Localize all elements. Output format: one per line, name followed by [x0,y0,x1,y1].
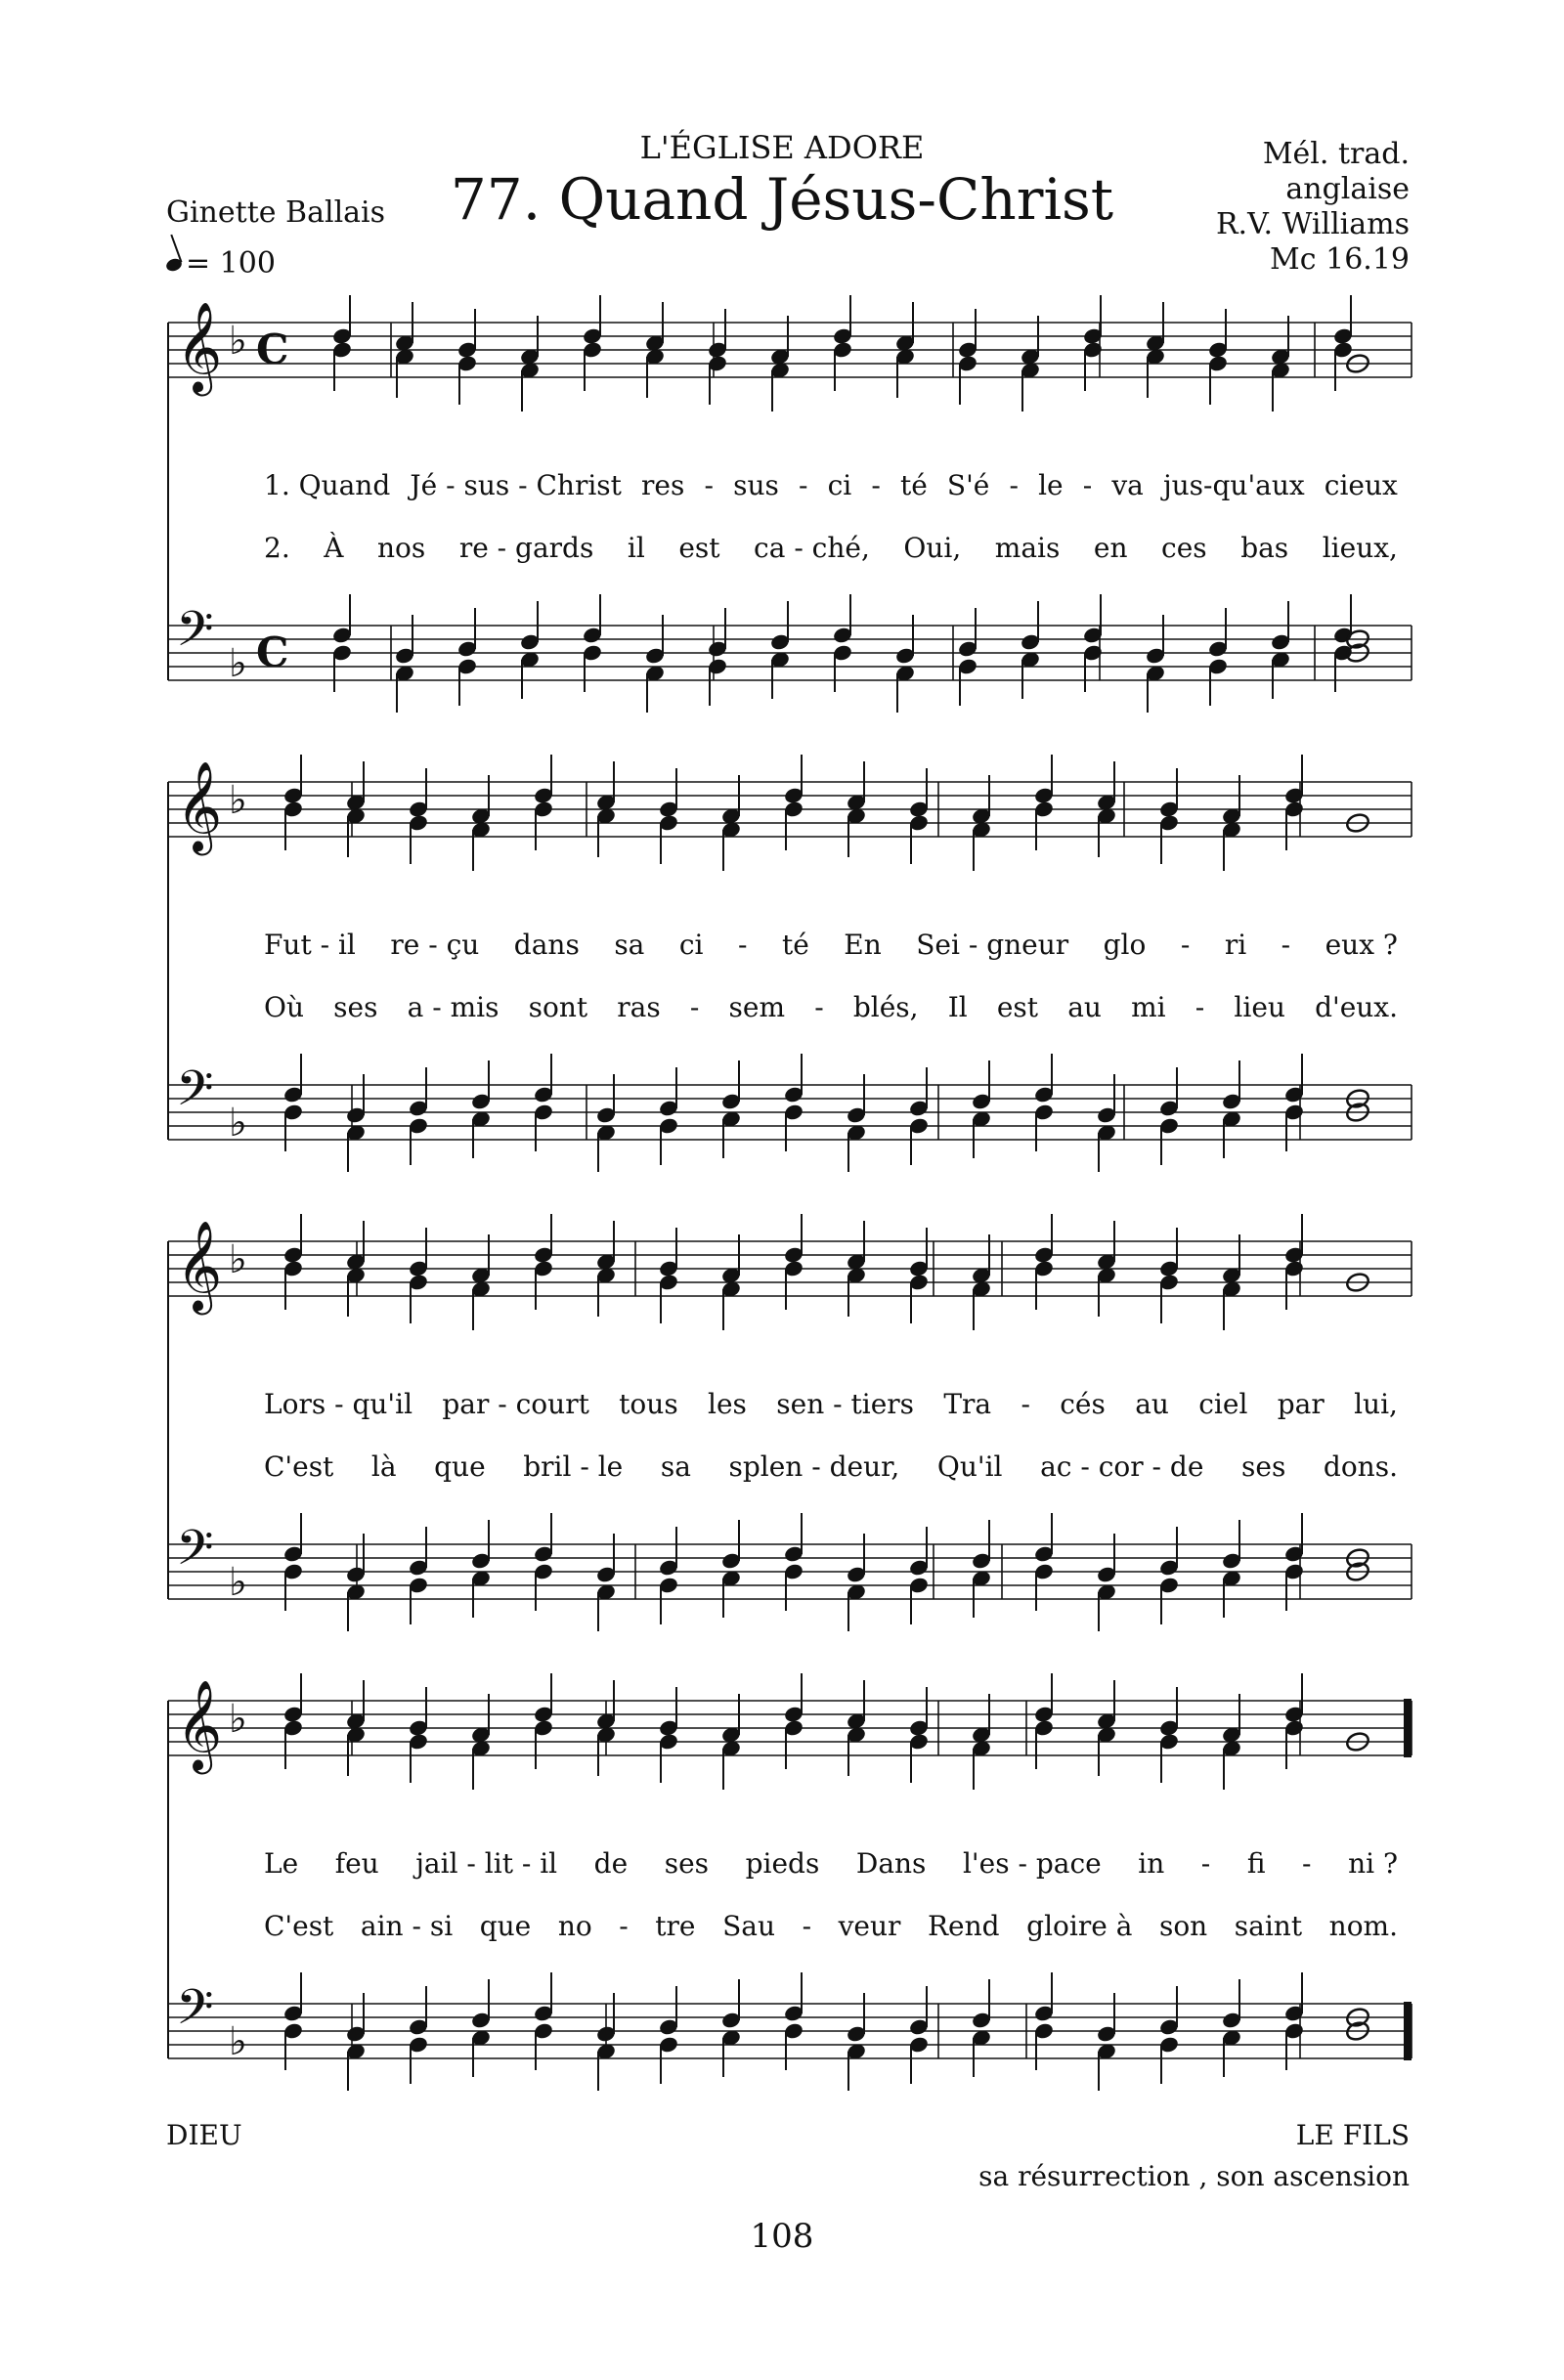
lyric-syllable: là [370,1450,397,1483]
credit-line: anglaise [1285,172,1410,206]
lyric-syllable: Rend [927,1910,1000,1942]
lyric-syllable: ri [1224,929,1247,961]
lyric-syllable: sus [733,469,779,501]
lyric-syllable: 1. Quand [264,469,391,501]
credit-line: Mc 16.19 [1270,242,1410,277]
lyric-syllable: tous [619,1388,678,1420]
lyric-syllable: lui, [1354,1388,1398,1420]
treble-clef-icon: 𝄞 [176,760,223,851]
bass-clef-icon: 𝄢 [176,1060,214,1129]
lyric-syllable: va [1111,469,1144,501]
lyric-syllable: res [641,469,685,501]
tempo-value: = 100 [186,246,276,281]
lyric-syllable: Il [947,991,968,1023]
lyric-syllable: sen - tiers [776,1388,915,1420]
lyric-syllable: nom. [1328,1910,1398,1942]
final-barline [1404,1699,1412,1757]
lyric-syllable: veur [838,1910,901,1942]
lyric-syllable: - [798,469,808,501]
treble-clef-icon: 𝄞 [176,301,223,392]
lyric-syllable: d'eux. [1315,991,1398,1023]
lyric-syllable: - [1281,929,1291,961]
lyric-syllable: cés [1060,1388,1106,1420]
lyric-syllable: À [324,532,344,564]
lyric-syllable: par [1277,1388,1325,1420]
lyric-syllable: ces [1161,532,1207,564]
lyric-syllable: bas [1240,532,1289,564]
lyric-line-1 [264,469,1398,501]
lyric-syllable: ses [333,991,378,1023]
lyric-syllable: que [479,1910,532,1942]
lyric-syllable: Jé - sus - Christ [410,469,622,501]
hymn-category: L'ÉGLISE ADORE [639,129,925,166]
lyric-syllable: - [737,929,748,961]
credit-line: Mél. trad. [1262,137,1410,171]
lyric-syllable: l'es - pace [962,1847,1102,1880]
lyric-syllable: no [557,1910,592,1942]
lyric-syllable: - [1302,1847,1312,1880]
lyric-syllable: sa [614,929,645,961]
lyric-syllable: Qu'il [936,1450,1003,1483]
bass-clef-icon: 𝄢 [176,1520,214,1588]
lyric-syllable: mi [1131,991,1166,1023]
lyric-syllable: est [678,532,720,564]
flat-icon: ♭ [229,1697,247,1742]
lyric-syllable: jail - lit - il [415,1847,558,1880]
lyric-syllable: - [619,1910,629,1942]
lyric-syllable: il [627,532,645,564]
lyric-syllable: té [781,929,809,961]
lyric-syllable: ses [1241,1450,1286,1483]
lyric-line-2 [264,991,1398,1023]
lyric-syllable: eux ? [1325,929,1398,961]
lyric-syllable: en [1093,532,1128,564]
lyric-syllable: Sei - gneur [916,929,1069,961]
lyric-syllable: au [1135,1388,1169,1420]
lyric-syllable: Le [264,1847,299,1880]
lyric-syllable: - [704,469,714,501]
lyric-syllable: par - court [442,1388,589,1420]
lyric-syllable: - [1021,1388,1030,1420]
lyric-syllable: ci [678,929,704,961]
lyric-syllable: pieds [745,1847,820,1880]
lyric-syllable: blés, [852,991,919,1023]
lyricist: Ginette Ballais [166,195,386,230]
lyric-syllable: ac - cor - de [1040,1450,1204,1483]
lyric-syllable: Dans [855,1847,927,1880]
lyric-syllable: re - çu [390,929,480,961]
page-number: 108 [750,2217,814,2256]
lyric-syllable: lieu [1234,991,1285,1023]
lyric-syllable: Sau [722,1910,775,1942]
final-barline [1404,2002,1412,2060]
lyric-syllable: glo [1103,929,1147,961]
lyric-line-2 [264,532,1398,564]
lyric-syllable: sem [728,991,786,1023]
lyric-syllable: S'é [946,469,990,501]
lyric-syllable: Tra [943,1388,992,1420]
lyric-syllable: - [1200,1847,1211,1880]
lyric-syllable: - [802,1910,812,1942]
lyric-syllable: - [1195,991,1205,1023]
bass-clef-icon: 𝄢 [176,601,214,670]
lyric-syllable: cieux [1324,469,1398,501]
bass-clef-icon: 𝄢 [176,1979,214,2048]
lyric-syllable: ain - si [360,1910,454,1942]
flat-icon: ♭ [229,1237,247,1282]
footer-section: LE FILS [1295,2119,1410,2151]
lyric-syllable: C'est [264,1450,334,1483]
treble-clef-icon: 𝄞 [176,1220,223,1311]
lyric-syllable: saint [1234,1910,1303,1942]
lyric-syllable: té [899,469,928,501]
lyric-syllable: lieux, [1322,532,1398,564]
common-time-icon: C [256,628,289,676]
lyric-syllable: 2. [264,532,290,564]
lyric-syllable: au [1067,991,1102,1023]
lyric-syllable: fi [1246,1847,1266,1880]
footer-subtitle: sa résurrection , son ascension [978,2160,1410,2192]
lyric-syllable: En [844,929,882,961]
lyric-syllable: - [689,991,700,1023]
flat-icon: ♭ [229,1101,247,1146]
lyric-syllable: re - gards [458,532,594,564]
flat-icon: ♭ [229,319,247,364]
lyric-syllable: - [1009,469,1019,501]
lyric-syllable: ci [827,469,852,501]
lyric-syllable: sont [528,991,588,1023]
lyric-syllable: ni ? [1348,1847,1398,1880]
lyric-syllable: bril - le [523,1450,624,1483]
lyric-syllable: - [814,991,824,1023]
lyric-syllable: tre [655,1910,696,1942]
lyric-syllable: C'est [264,1910,334,1942]
lyric-line-2 [264,1450,1398,1483]
lyric-syllable: les [708,1388,747,1420]
lyric-syllable: ca - ché, [754,532,870,564]
flat-icon: ♭ [229,641,247,686]
lyric-line-1 [264,929,1398,961]
lyric-syllable: le [1038,469,1064,501]
lyric-syllable: de [593,1847,629,1880]
lyric-syllable: Lors - qu'il [264,1388,413,1420]
lyric-syllable: Oui, [903,532,962,564]
lyric-syllable: a - mis [407,991,500,1023]
lyric-syllable: mais [994,532,1061,564]
lyric-syllable: nos [377,532,426,564]
lyric-syllable: gloire à [1026,1910,1133,1942]
lyric-line-1 [264,1388,1398,1420]
lyric-syllable: est [996,991,1039,1023]
lyric-syllable: Où [264,991,304,1023]
lyric-syllable: - [1180,929,1191,961]
lyric-line-2 [264,1910,1398,1942]
treble-clef-icon: 𝄞 [176,1679,223,1770]
lyric-syllable: - [1082,469,1093,501]
common-time-icon: C [256,325,289,373]
flat-icon: ♭ [229,2019,247,2064]
lyric-syllable: feu [334,1847,379,1880]
footer-category: DIEU [166,2119,242,2151]
hymn-title: 77. Quand Jésus-Christ [450,166,1114,233]
lyric-syllable: dons. [1323,1450,1398,1483]
lyric-syllable: sa [660,1450,691,1483]
lyric-syllable: - [871,469,881,501]
lyric-syllable: dans [513,929,580,961]
lyric-syllable: que [434,1450,486,1483]
lyric-syllable: in [1138,1847,1165,1880]
lyric-syllable: ras [617,991,661,1023]
lyric-syllable: ciel [1198,1388,1248,1420]
credit-line: R.V. Williams [1215,207,1410,241]
lyric-syllable: Fut - il [264,929,356,961]
lyric-line-1 [264,1847,1398,1880]
lyric-syllable: jus-qu'aux [1162,469,1305,501]
flat-icon: ♭ [229,778,247,823]
lyric-syllable: ses [664,1847,710,1880]
lyric-syllable: son [1158,1910,1208,1942]
flat-icon: ♭ [229,1560,247,1605]
lyric-syllable: splen - deur, [728,1450,900,1483]
